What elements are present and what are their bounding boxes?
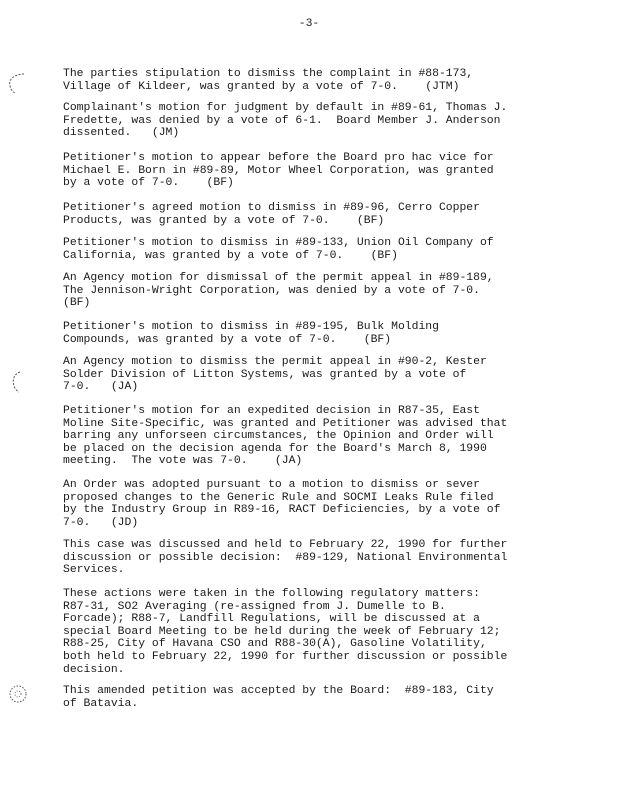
paragraph: An Agency motion for dismissal of the permit appeal in #89-189, The Jennison-Wright Corporation, was denied by a vote of 7-0. (BF) (63, 272, 494, 310)
paragraph: This amended petition was accepted by the Board: #89-183, City of Batavia. (63, 685, 494, 710)
paragraph: Petitioner's motion to appear before the Board pro hac vice for Michael E. Born in #89-89, Motor Wheel Corporation, was granted by a vote of 7-0. (BF) (63, 152, 494, 190)
paragraph: Petitioner's motion to dismiss in #89-133, Union Oil Company of California, was granted by a vote of 7-0. (BF) (63, 237, 494, 262)
paragraph: An Agency motion to dismiss the permit appeal in #90-2, Kester Solder Division of Litton Systems, was granted by a vote of 7-0. (JA) (63, 356, 487, 394)
paragraph: These actions were taken in the following regulatory matters: R87-31, SO2 Averaging (re-assigned from J. Dumelle to B. Forcade); R88-7, Landfill Regulations, will be discussed at a special Board Meeting to be held during the week of February 12; R88-25, City of Havana CSO and R88-30(A), Gasoline Volatility, both held to February 22, 1990 for further discussion or possible decision. (63, 588, 508, 676)
paragraph: Petitioner's agreed motion to dismiss in #89-96, Cerro Copper Products, was granted by a vote of 7-0. (BF) (63, 202, 480, 227)
paragraph: Petitioner's motion to dismiss in #89-195, Bulk Molding Compounds, was granted by a vote of 7-0. (BF) (63, 321, 439, 346)
paragraph: This case was discussed and held to February 22, 1990 for further discussion or possible decision: #89-129, National Environmental Services. (63, 539, 508, 577)
page-number: -3- (298, 18, 320, 30)
paragraph: The parties stipulation to dismiss the complaint in #88-173, Village of Kildeer, was granted by a vote of 7-0. (JTM) (63, 68, 474, 93)
margin-mark-icon (4, 70, 30, 96)
paragraph: Petitioner's motion for an expedited decision in R87-35, East Moline Site-Specific, was granted and Petitioner was advised that barring any unforseen circumstances, the Opinion and Order will be placed on the decision agenda for the Board's March 8, 1990 meeting. The vote was 7-0. (JA) (63, 405, 508, 468)
paragraph: An Order was adopted pursuant to a motion to dismiss or sever proposed changes to the Generic Rule and SOCMI Leaks Rule filed by the Industry Group in R89-16, RACT Deficiencies, by a vote of 7-0. (JD) (63, 479, 501, 529)
paragraph: Complainant's motion for judgment by default in #89-61, Thomas J. Fredette, was denied by a vote of 6-1. Board Member J. Anderson dissented. (JM) (63, 102, 508, 140)
margin-mark-icon (4, 368, 30, 394)
margin-mark-icon (4, 682, 30, 708)
